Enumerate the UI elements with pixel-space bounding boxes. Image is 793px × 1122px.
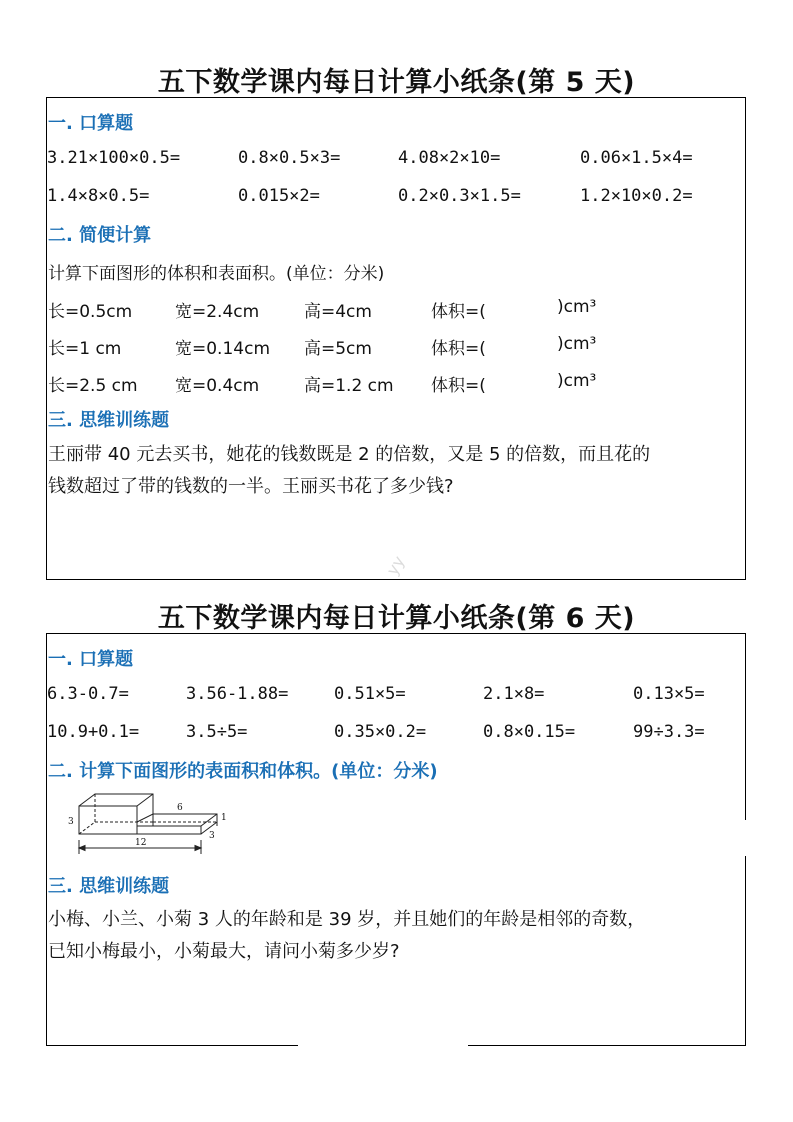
word-problem-line: 钱数超过了带的钱数的一半。王丽买书花了多少钱?: [48, 476, 454, 497]
oral-problem: 0.35×0.2=: [334, 722, 427, 742]
section-simplify-heading: 二. 简便计算: [48, 225, 152, 246]
oral-problem: 0.13×5=: [633, 684, 705, 704]
oral-problem: 3.56-1.88=: [186, 684, 289, 704]
oral-problem: 4.08×2×10=: [398, 148, 501, 168]
dim-height: 高=1.2 cm: [304, 376, 394, 396]
section-oral-heading: 一. 口算题: [48, 649, 134, 670]
label-small-width: 3: [209, 831, 215, 841]
cuboid-figure: [65, 786, 275, 861]
dim-arrow-right: [195, 846, 201, 851]
oral-problem: 2.1×8=: [483, 684, 545, 704]
oral-problem: 0.2×0.3×1.5=: [398, 186, 521, 206]
oral-problem: 0.015×2=: [238, 186, 320, 206]
section-oral-heading: 一. 口算题: [48, 113, 134, 134]
dim-length: 长=2.5 cm: [48, 376, 138, 396]
large-box-front: [79, 806, 137, 834]
border-gap: [298, 1043, 468, 1047]
dim-width: 宽=0.14cm: [175, 339, 271, 359]
dim-arrow-left: [79, 846, 85, 851]
volume-unit: )cm³: [557, 371, 597, 391]
instruction-text: 计算下面图形的体积和表面积。(单位：分米): [48, 264, 385, 284]
oral-problem: 99÷3.3=: [633, 722, 705, 742]
oral-problem: 10.9+0.1=: [47, 722, 140, 742]
section-figure-heading: 二. 计算下面图形的表面积和体积。(单位：分米): [48, 761, 438, 782]
dim-length: 长=0.5cm: [48, 302, 133, 322]
dim-width: 宽=0.4cm: [175, 376, 260, 396]
volume-label: 体积=(: [431, 376, 486, 396]
page-title-day5: 五下数学课内每日计算小纸条(第 5 天): [157, 67, 636, 98]
oral-problem: 0.8×0.15=: [483, 722, 576, 742]
word-problem-line: 王丽带 40 元去买书，她花的钱数既是 2 的倍数，又是 5 的倍数，而且花的: [48, 444, 651, 465]
label-small-height: 1: [221, 813, 227, 823]
worksheet-day6: [46, 633, 746, 1046]
oral-problem: 0.06×1.5×4=: [580, 148, 693, 168]
worksheet-day5: [46, 97, 746, 580]
large-box-side-edge: [137, 794, 153, 806]
oral-problem: 0.8×0.5×3=: [238, 148, 341, 168]
word-problem: [48, 439, 746, 503]
volume-unit: )cm³: [557, 297, 597, 317]
oral-problem: 0.51×5=: [334, 684, 406, 704]
label-length: 12: [135, 838, 147, 848]
volume-unit: )cm³: [557, 334, 597, 354]
word-problem-line: 已知小梅最小，小菊最大，请问小菊多少岁?: [48, 941, 400, 962]
section-thinking-heading: 三. 思维训练题: [48, 410, 170, 431]
dim-length: 长=1 cm: [48, 339, 122, 359]
watermark: yy: [382, 552, 409, 579]
volume-label: 体积=(: [431, 339, 486, 359]
oral-problem: 1.2×10×0.2=: [580, 186, 693, 206]
border-gap: [744, 820, 748, 856]
volume-label: 体积=(: [431, 302, 486, 322]
word-problem-line: 小梅、小兰、小菊 3 人的年龄和是 39 岁，并且她们的年龄是相邻的奇数，: [48, 909, 646, 930]
page-title-day6: 五下数学课内每日计算小纸条(第 6 天): [157, 603, 636, 634]
section-thinking-heading: 三. 思维训练题: [48, 876, 170, 897]
oral-problem: 6.3-0.7=: [47, 684, 129, 704]
oral-problem: 3.5÷5=: [186, 722, 248, 742]
label-top: 6: [177, 803, 183, 813]
large-box-top-edge: [79, 794, 153, 826]
dim-height: 高=4cm: [304, 302, 372, 322]
hidden-edge: [79, 822, 95, 834]
dim-height: 高=5cm: [304, 339, 372, 359]
small-box-top: [137, 814, 217, 826]
small-box-front: [137, 826, 201, 834]
word-problem: [48, 904, 746, 968]
label-height: 3: [68, 817, 74, 827]
oral-problem: 1.4×8×0.5=: [47, 186, 150, 206]
dim-width: 宽=2.4cm: [175, 302, 260, 322]
oral-problem: 3.21×100×0.5=: [47, 148, 181, 168]
